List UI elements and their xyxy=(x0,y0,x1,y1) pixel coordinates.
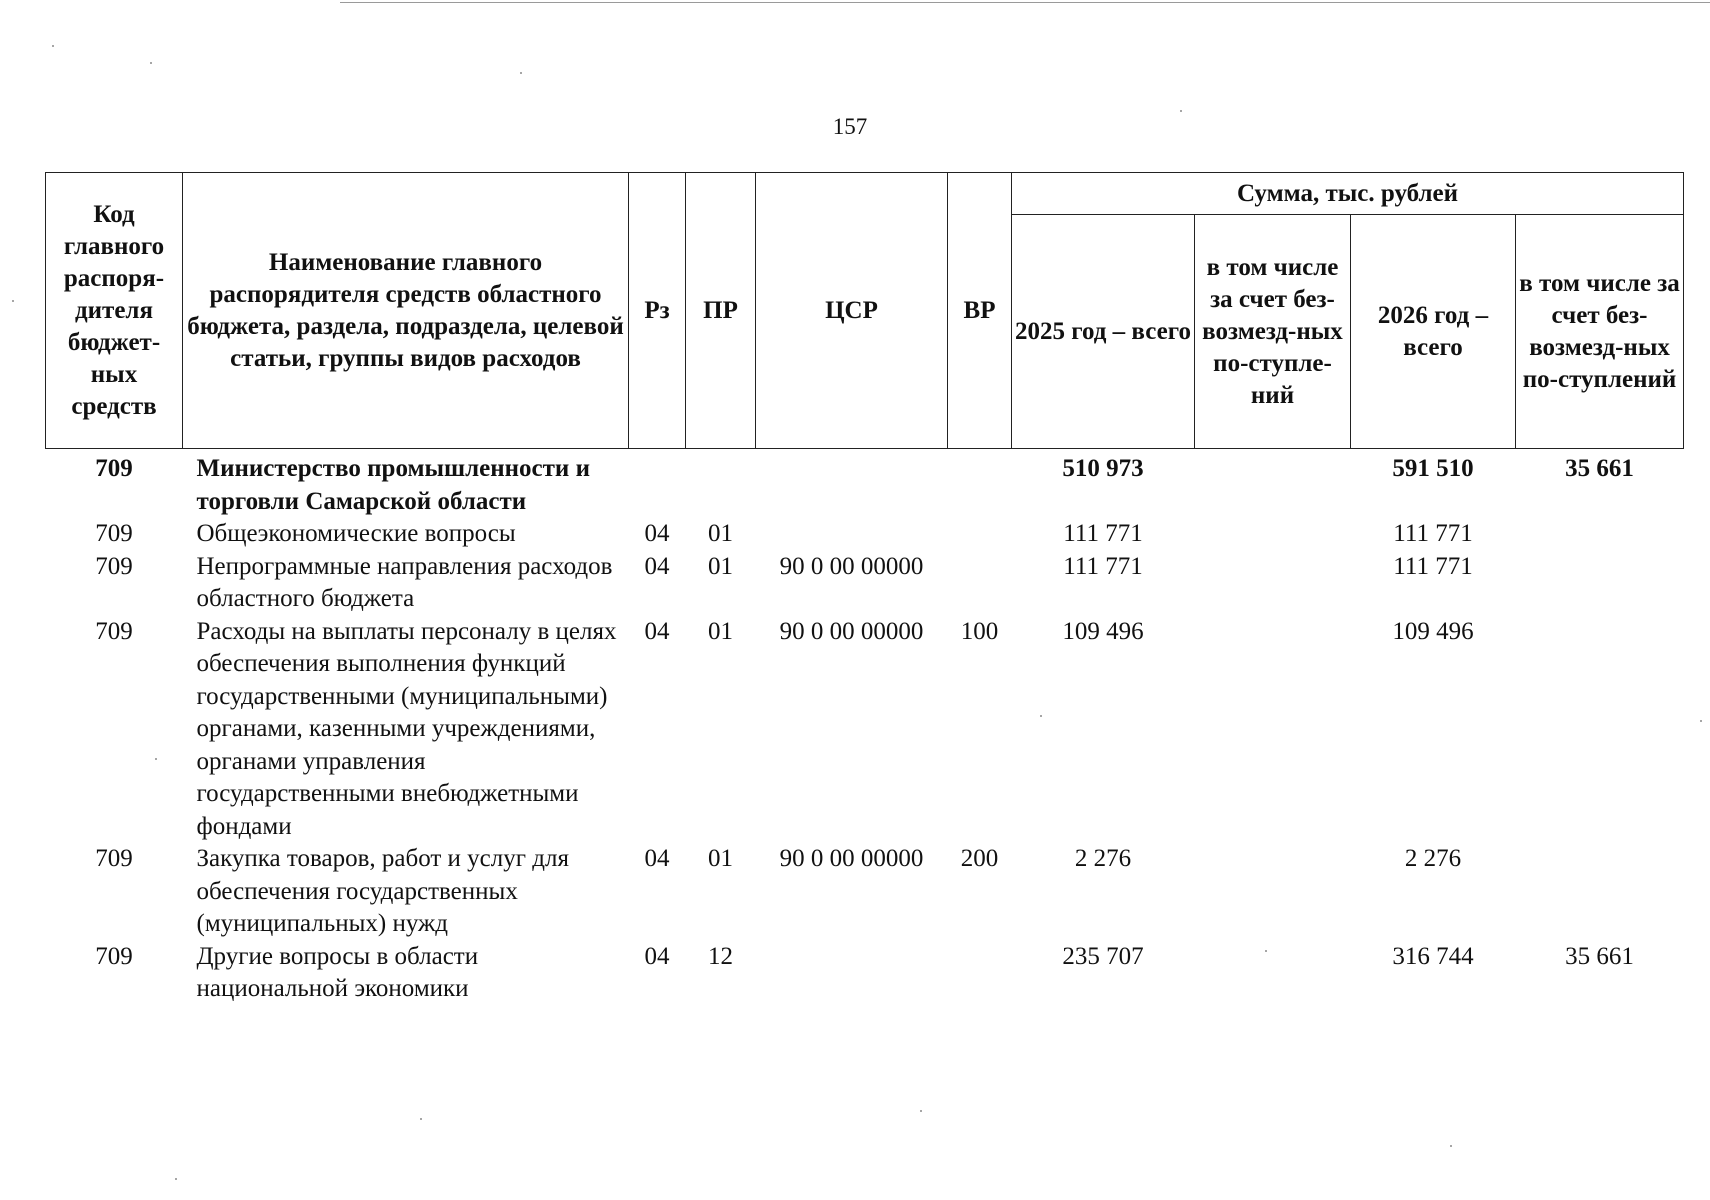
cell-2025-free xyxy=(1195,616,1351,844)
cell-2026-free xyxy=(1516,551,1684,616)
scan-dot xyxy=(1700,720,1702,722)
cell-pr xyxy=(686,449,756,519)
cell-code: 709 xyxy=(95,552,133,580)
cell-vr: 200 xyxy=(960,845,999,872)
cell-2026-free xyxy=(1516,616,1684,844)
cell-code: 709 xyxy=(95,617,133,645)
cell-csr xyxy=(756,449,948,519)
scan-dot xyxy=(1265,950,1267,952)
scan-dot xyxy=(1180,110,1182,112)
cell-csr: 90 0 00 00000 xyxy=(779,617,924,645)
table-row xyxy=(46,843,1684,941)
cell-2026-free: 35 661 xyxy=(1565,942,1634,970)
page-number: 157 xyxy=(832,114,868,139)
cell-rz xyxy=(629,449,686,519)
cell-rz: 04 xyxy=(644,520,670,547)
table-row xyxy=(46,518,1684,551)
cell-2025-free xyxy=(1195,518,1351,551)
cell-2026-free: 35 661 xyxy=(1565,455,1634,482)
header-csr: ЦСР xyxy=(756,173,948,449)
cell-rz: 04 xyxy=(644,617,670,645)
header-rz: Рз xyxy=(629,173,686,449)
header-code: Код главного распоря-дителя бюджет-ных средств xyxy=(46,173,183,449)
cell-2025-free xyxy=(1195,551,1351,616)
cell-2026-total: 109 496 xyxy=(1392,617,1474,645)
cell-2025-free xyxy=(1195,941,1351,1006)
cell-rz: 04 xyxy=(644,942,670,970)
cell-2025-total: 510 973 xyxy=(1062,455,1144,482)
cell-name: Министерство промышленности и торговли Самарской области xyxy=(196,455,590,515)
scan-dot xyxy=(155,758,157,760)
header-2026-free: в том числе за счет без-возмезд-ных по-ступлений xyxy=(1516,215,1684,449)
scan-dot xyxy=(520,72,522,74)
header-name: Наименование главного распорядителя средств областного бюджета, раздела, подраздела, целевой статьи, группы видов расходов xyxy=(183,173,629,449)
scan-dot xyxy=(920,1110,922,1112)
scan-dot xyxy=(1040,715,1042,717)
cell-code: 709 xyxy=(95,845,133,872)
cell-2025-free xyxy=(1195,449,1351,519)
cell-name: Непрограммные направления расходов областного бюджета xyxy=(196,552,613,612)
cell-code: 709 xyxy=(95,520,133,547)
cell-vr xyxy=(948,518,1012,551)
cell-2026-total: 316 744 xyxy=(1392,942,1474,970)
cell-2026-total: 591 510 xyxy=(1392,455,1474,482)
scan-dot xyxy=(1450,1145,1452,1147)
cell-csr xyxy=(756,941,948,1006)
cell-rz: 04 xyxy=(644,552,670,580)
cell-name: Закупка товаров, работ и услуг для обеспечения государственных (муниципальных) нужд xyxy=(196,845,569,937)
table-row xyxy=(46,941,1684,1006)
cell-2026-total: 111 771 xyxy=(1393,552,1473,580)
cell-2025-total: 2 276 xyxy=(1074,845,1132,872)
cell-pr: 01 xyxy=(708,520,733,547)
cell-vr xyxy=(948,449,1012,519)
header-pr: ПР xyxy=(686,173,756,449)
cell-name: Общеэкономические вопросы xyxy=(196,520,516,547)
cell-csr: 90 0 00 00000 xyxy=(779,552,924,580)
table-row xyxy=(46,449,1684,519)
header-2026-total: 2026 год – всего xyxy=(1351,215,1516,449)
scan-dot xyxy=(420,1118,422,1120)
cell-pr: 01 xyxy=(708,845,733,872)
cell-vr xyxy=(948,551,1012,616)
cell-csr xyxy=(756,518,948,551)
scan-dot xyxy=(52,45,54,47)
cell-csr: 90 0 00 00000 xyxy=(779,845,924,872)
header-sum-group: Сумма, тыс. рублей xyxy=(1012,173,1684,215)
cell-rz: 04 xyxy=(644,845,670,872)
scan-dot xyxy=(150,62,152,64)
cell-2026-free xyxy=(1516,518,1684,551)
cell-name: Другие вопросы в области национальной экономики xyxy=(196,942,479,1002)
header-2025-total: 2025 год – всего xyxy=(1012,215,1195,449)
cell-code: 709 xyxy=(95,942,133,970)
header-vr: ВР xyxy=(948,173,1012,449)
cell-vr xyxy=(948,941,1012,1006)
cell-2025-free xyxy=(1195,843,1351,941)
table-row xyxy=(46,616,1684,844)
cell-pr: 01 xyxy=(708,552,733,580)
budget-table xyxy=(45,172,1684,1006)
cell-2025-total: 111 771 xyxy=(1063,552,1143,580)
header-2025-free: в том числе за счет без-возмезд-ных по-ступле-ний xyxy=(1195,215,1351,449)
cell-2026-total: 2 276 xyxy=(1404,845,1462,872)
table-body xyxy=(46,449,1684,1006)
cell-vr: 100 xyxy=(960,617,999,645)
cell-code: 709 xyxy=(95,455,133,482)
cell-pr: 01 xyxy=(708,617,733,645)
cell-2026-free xyxy=(1516,843,1684,941)
cell-2025-total: 235 707 xyxy=(1062,942,1144,970)
cell-2025-total: 109 496 xyxy=(1062,617,1144,645)
table-header xyxy=(46,173,1684,449)
scan-dot xyxy=(12,300,14,302)
table-row xyxy=(46,551,1684,616)
cell-2025-total: 111 771 xyxy=(1063,520,1143,547)
cell-name: Расходы на выплаты персоналу в целях обеспечения выполнения функций государственными (муниципальными) органами, казенными учреждениями, органами управления государственными внебюджетными фондами xyxy=(196,617,617,840)
cell-2026-total: 111 771 xyxy=(1393,520,1473,547)
cell-pr: 12 xyxy=(708,942,733,970)
scan-dot xyxy=(175,1178,177,1180)
scan-top-edge-line xyxy=(340,2,1710,3)
